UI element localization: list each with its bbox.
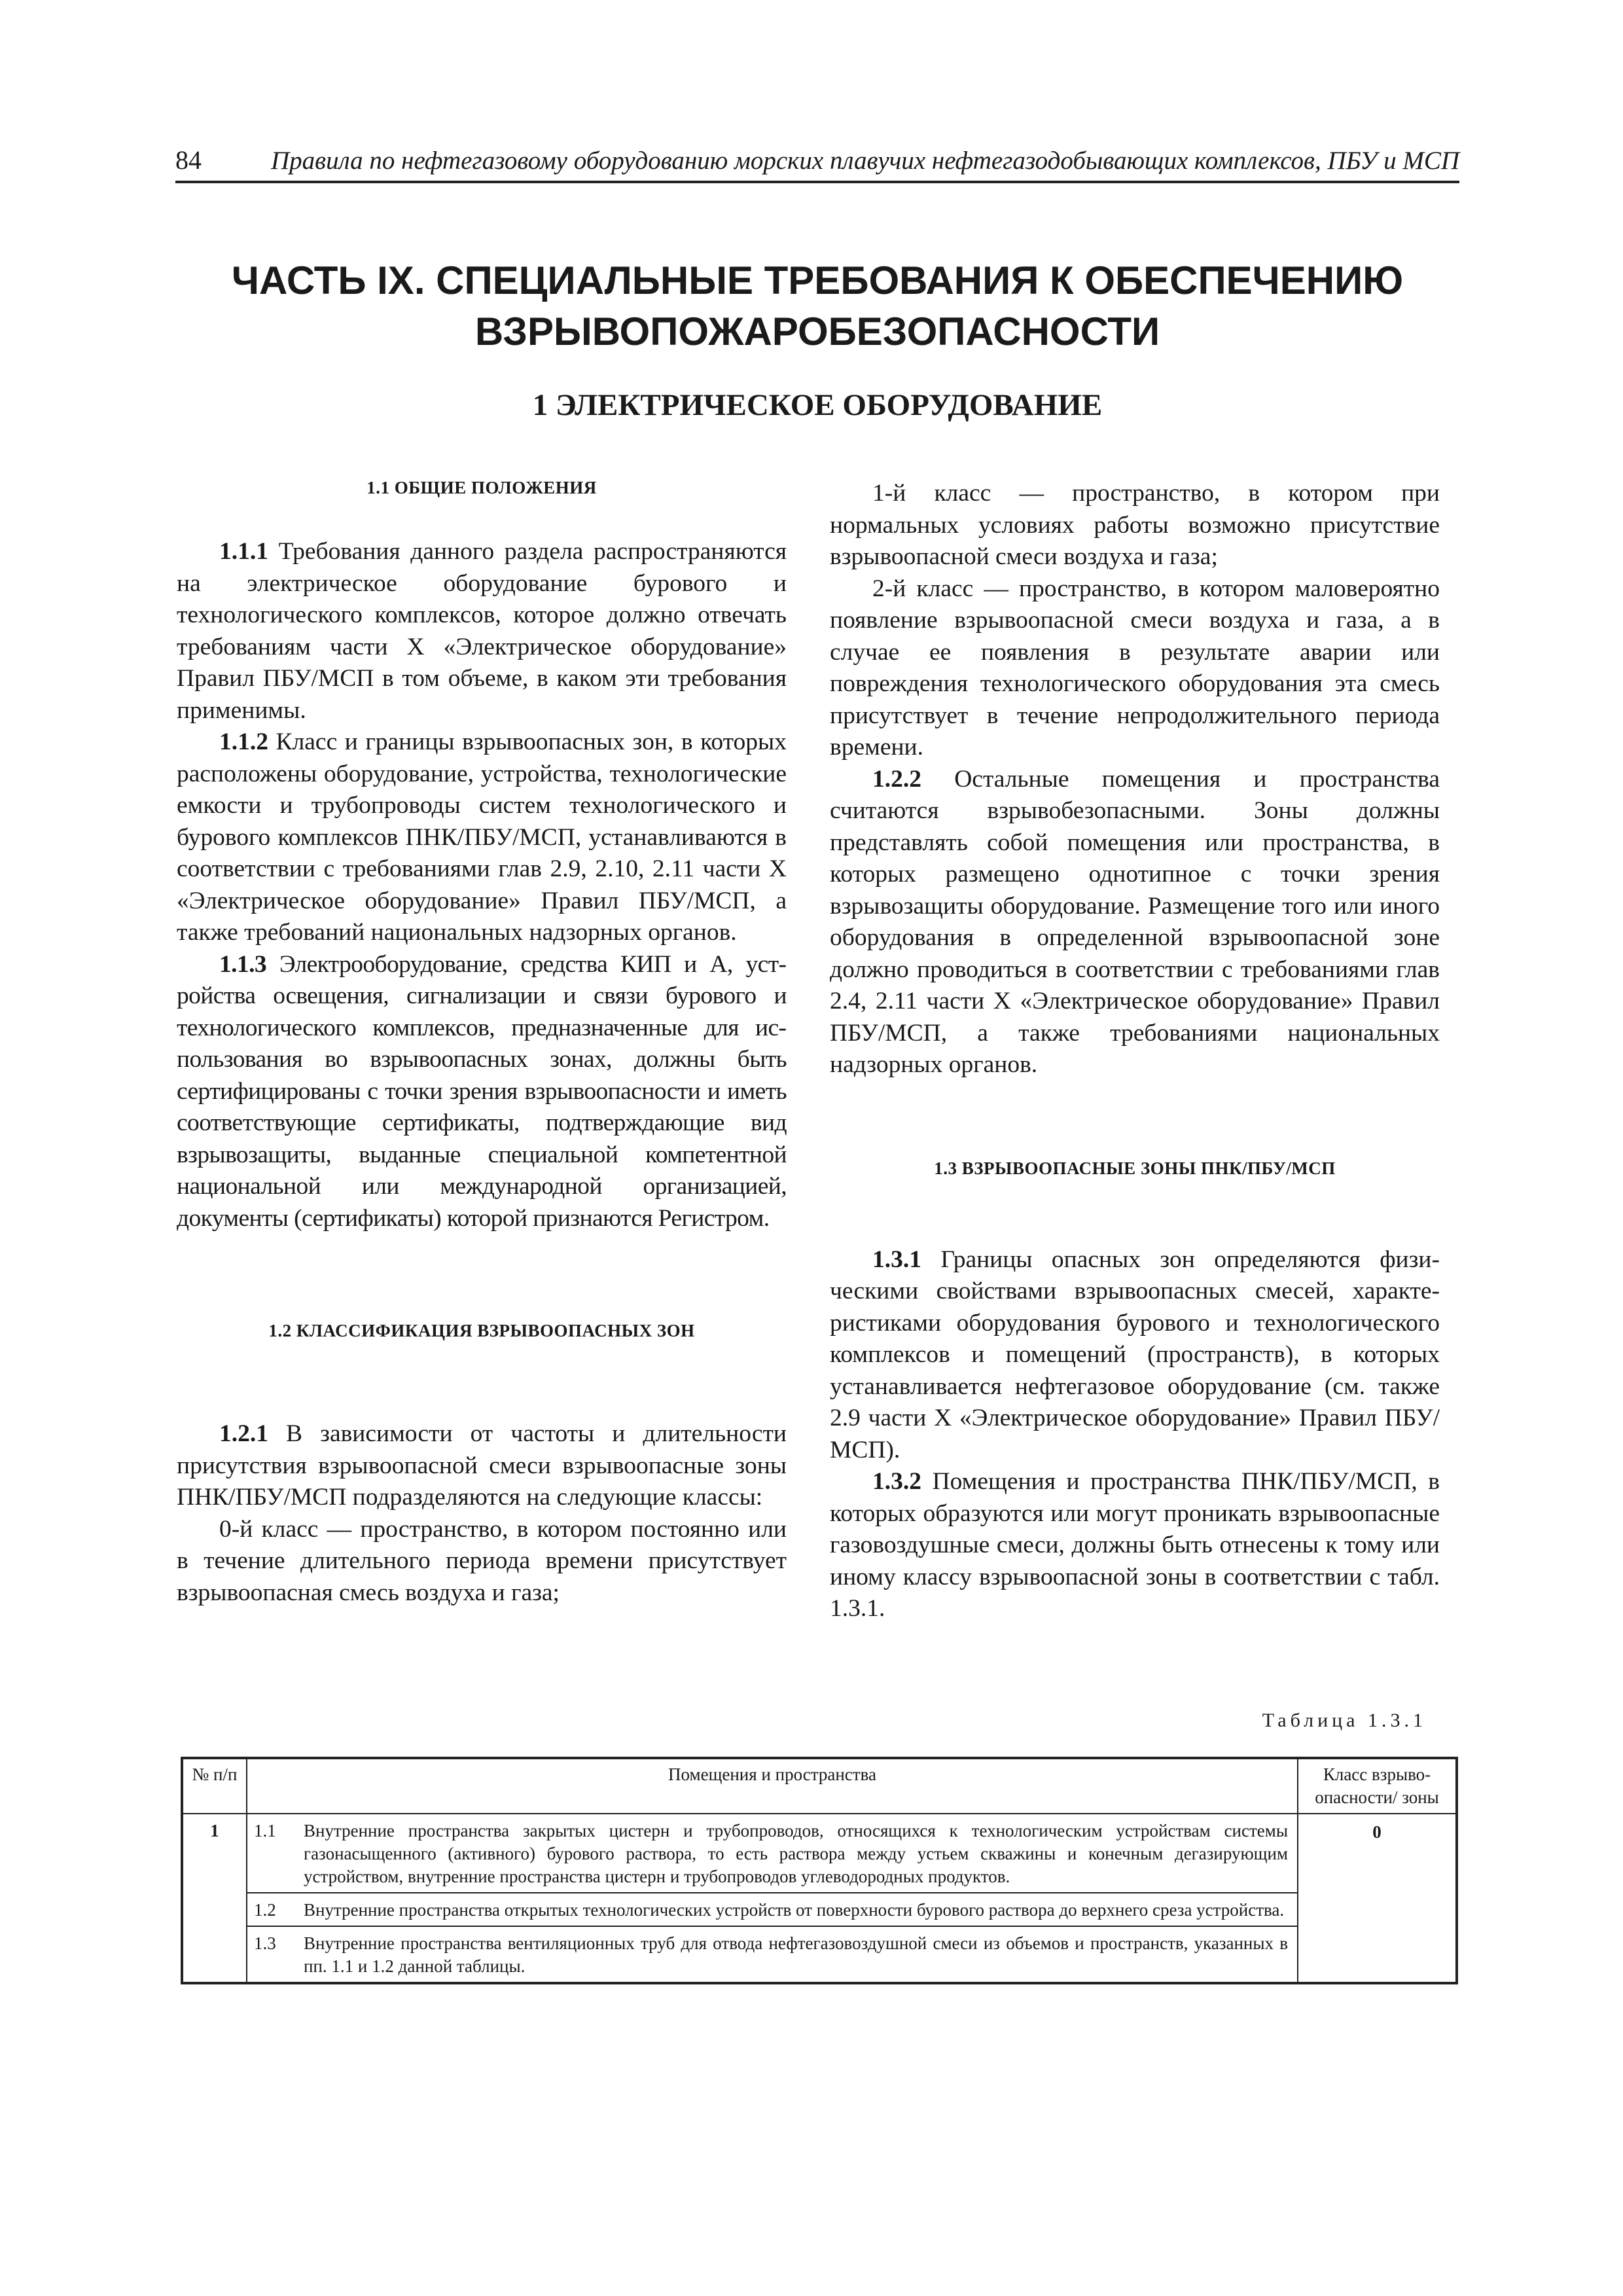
- header-number: № п/п: [182, 1758, 247, 1814]
- paragraph-1-1-3: [177, 949, 787, 1235]
- row-number: 1: [182, 1814, 247, 1983]
- table-row: [182, 1893, 1457, 1926]
- paragraph-text: Электрооборудование, средства КИП и А, устройства освещения, сигнализации и связи бурового и технологического комплексов, предназначенные для использования во взрывоопасных зонах, должны быть сертифицированы с точки зрения взрывоопасности и иметь соответствующие сертификаты, подтверждающие вид взрывозащиты, выданные специальной компетентной национальной или международной организацией, документы (сертификаты) которой признаются Регистром.: [177, 950, 787, 1232]
- clause-number: 1.1.2: [219, 728, 268, 755]
- class-0-definition: 0-й класс — пространство, в котором постоянно или в течение длительного периода времени присутствует взрывоопасная смесь воздуха и газа;: [177, 1515, 787, 1606]
- class-2-definition: 2-й класс — пространство, в котором маловероятно появление взрывоопасной смеси воздуха и газа, а в случае ее появления в результате аварии или повреждения технологического оборудования эта смесь присутствует в течение непродолжительного периода времени.: [830, 575, 1440, 761]
- table-row: [182, 1926, 1457, 1983]
- subsection-heading-1-3: 1.3 ВЗРЫВООПАСНЫЕ ЗОНЫ ПНК/ПБУ/МСП: [934, 1158, 1336, 1178]
- paragraph-1-3-2: [830, 1466, 1440, 1625]
- header-class: Класс взрывоопасности/ зоны: [1298, 1758, 1457, 1814]
- table-header-row: [182, 1758, 1457, 1814]
- right-column: [830, 478, 1440, 1625]
- paragraph-1-2-2: [830, 764, 1440, 1081]
- page-number: 84: [175, 145, 202, 175]
- paragraph-text: Требования данного раздела распространяются на электрическое оборудование бурового и технологического комплексов, которое должно отвечать требованиям части X «Электрическое оборудование» Правил ПБУ/МСП в том объеме, в каком эти требования применимы.: [177, 538, 787, 724]
- section-title: 1 ЭЛЕКТРИЧЕСКОЕ ОБОРУДОВАНИЕ: [532, 388, 1103, 422]
- clause-number: 1.2.1: [219, 1420, 268, 1447]
- item-number: 1.1: [247, 1814, 300, 1893]
- paragraph-text: Класс и границы взрывоопасных зон, в которых расположены оборудование, устройства, технологические емкости и трубопроводы систем технологического и бурового комплексов ПНК/ПБУ/МСП, устанавливаются в соответствии с требованиями глав 2.9, 2.10, 2.11 части X «Электрическое оборудование» Правил ПБУ/МСП, а также требований национальных надзорных органов.: [177, 728, 787, 946]
- clause-number: 1.2.2: [872, 765, 921, 793]
- item-text: Внутренние пространства открытых технологических устройств от поверхности бурового раствора до верхнего среза устройства.: [300, 1893, 1298, 1926]
- item-text: Внутренние пространства закрытых цистерн и трубопроводов, относящихся к технологическим устройствам системы газонасыщенного (активного) бурового раствора, то есть раствора между устьем скважины и конечным дегазирующим устройством, внутренние пространства цистерн и трубопроводов углеводородных продуктов.: [300, 1814, 1298, 1893]
- clause-number: 1.3.2: [872, 1468, 921, 1495]
- clause-number: 1.1.1: [219, 538, 268, 565]
- part-title-line-2: ВЗРЫВОПОЖАРОБЕЗОПАСНОСТИ: [474, 310, 1160, 353]
- zone-class: 0: [1298, 1814, 1457, 1983]
- running-title: Правила по нефтегазовому оборудованию морских плавучих нефтегазодобывающих комплексов, ПБУ и МСП: [271, 147, 1459, 175]
- left-column: [177, 478, 787, 1609]
- table-caption: Таблица 1.3.1: [1262, 1710, 1427, 1731]
- part-title-line-1: ЧАСТЬ IX. СПЕЦИАЛЬНЫЕ ТРЕБОВАНИЯ К ОБЕСПЕЧЕНИЮ: [231, 259, 1404, 302]
- item-number: 1.2: [247, 1893, 300, 1926]
- part-title: [175, 255, 1459, 357]
- item-text: Внутренние пространства вентиляционных труб для отвода нефтегазовоздушной смеси из объемов и пространств, указанных в пп. 1.1 и 1.2 данной таблицы.: [300, 1926, 1298, 1983]
- paragraph-text: Помещения и пространства ПНК/ПБУ/МСП, в которых образуются или могут проникать взрывоопасные газовоздушные смеси, должны быть отнесены к тому или иному классу взрывоопасной зоны в соответствии с табл. 1.3.1.: [830, 1468, 1440, 1622]
- paragraph-text: В зависимости от частоты и длительности присутствия взрывоопасной смеси взрывоопасные зоны ПНК/ПБУ/МСП подразделяются на следующие классы:: [177, 1420, 787, 1511]
- zones-table: [181, 1757, 1458, 1984]
- clause-number: 1.1.3: [219, 950, 267, 978]
- paragraph-1-3-1: [830, 1244, 1440, 1467]
- class-1-definition: 1-й класс — пространство, в котором при нормальных условиях работы возможно присутствие взрывоопасной смеси воздуха и газа;: [830, 480, 1440, 570]
- clause-number: 1.3.1: [872, 1246, 921, 1273]
- page-header: [175, 141, 1459, 183]
- item-number: 1.3: [247, 1926, 300, 1983]
- header-spaces: Помещения и пространства: [247, 1758, 1298, 1814]
- paragraph-1-1-2: [177, 726, 787, 949]
- paragraph-text: Границы опасных зон определяются физическими свойствами взрывоопасных смесей, характеристиками оборудования бурового и технологического комплексов и помещений (пространств), в которых устанавливается нефтегазовое оборудование (см. также 2.9 части X «Электрическое оборудование» Правил ПБУ/МСП).: [830, 1246, 1440, 1463]
- subsection-heading-1-1: 1.1 ОБЩИЕ ПОЛОЖЕНИЯ: [366, 478, 597, 497]
- subsection-heading-1-2: 1.2 КЛАССИФИКАЦИЯ ВЗРЫВООПАСНЫХ ЗОН: [268, 1321, 695, 1340]
- paragraph-text: Остальные помещения и пространства считаются взрывобезопасными. Зоны должны представлять собой помещения или пространства, в которых размещено однотипное с точки зрения взрывозащиты оборудование. Размещение того или иного оборудования в определенной взрывоопасной зоне должно проводиться в соответствии с требованиями глав 2.4, 2.11 части X «Электрическое оборудование» Правил ПБУ/МСП, а также требованиями национальных надзорных органов.: [830, 765, 1440, 1078]
- paragraph-1-2-1: [177, 1418, 787, 1514]
- table-row: [182, 1814, 1457, 1893]
- paragraph-1-1-1: [177, 536, 787, 726]
